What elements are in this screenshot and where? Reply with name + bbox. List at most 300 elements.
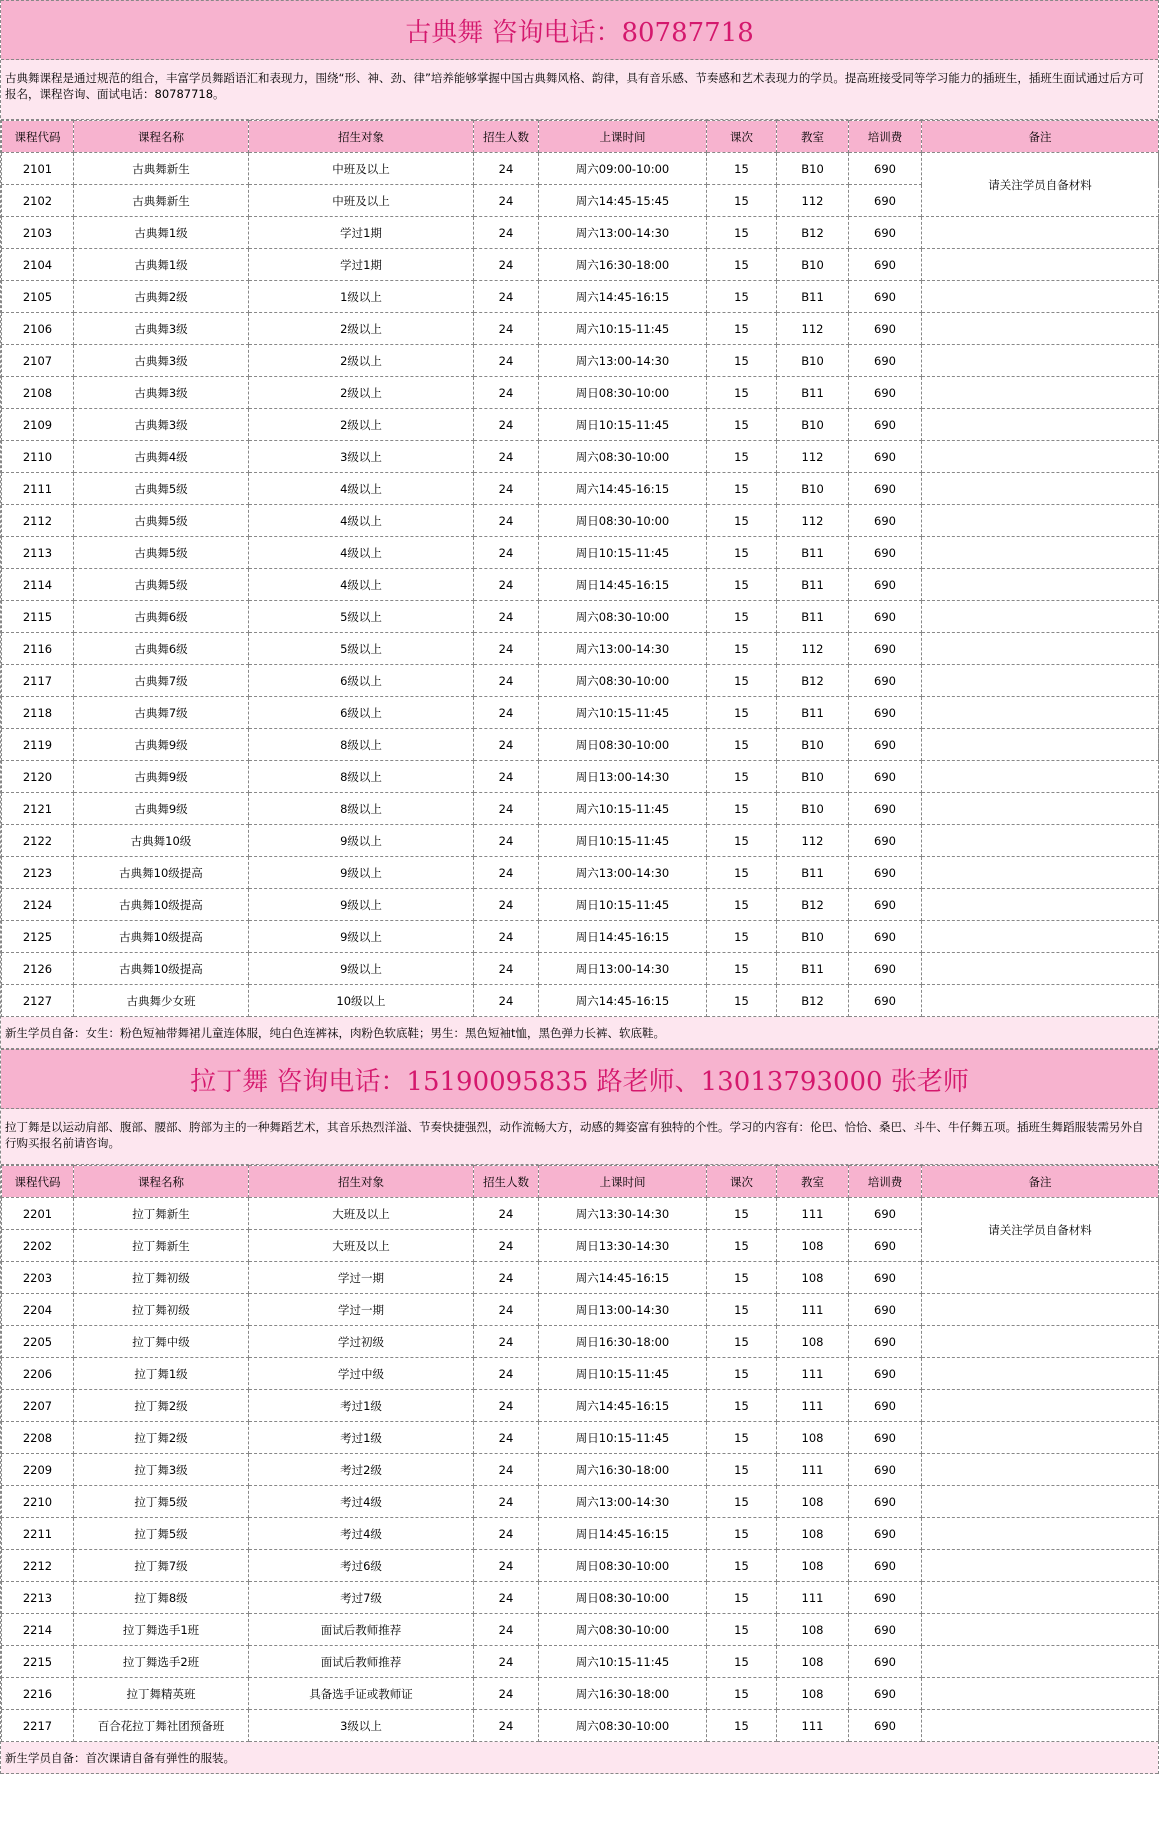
fee: 690 xyxy=(849,889,922,921)
capacity: 24 xyxy=(474,505,539,537)
target-students: 4级以上 xyxy=(249,505,474,537)
fee: 690 xyxy=(849,409,922,441)
course-name: 百合花拉丁舞社团预备班 xyxy=(74,1710,249,1742)
table-row xyxy=(2,1390,1159,1422)
sessions: 15 xyxy=(707,537,777,569)
capacity: 24 xyxy=(474,1486,539,1518)
note-cell: 请关注学员自备材料 xyxy=(922,153,1159,217)
fee: 690 xyxy=(849,1550,922,1582)
classroom: B10 xyxy=(777,249,849,281)
classroom: 112 xyxy=(777,185,849,217)
sessions: 15 xyxy=(707,1358,777,1390)
classroom: B12 xyxy=(777,217,849,249)
sessions: 15 xyxy=(707,953,777,985)
classroom: 111 xyxy=(777,1294,849,1326)
sessions: 15 xyxy=(707,313,777,345)
course-name: 古典舞10级提高 xyxy=(74,921,249,953)
fee: 690 xyxy=(849,921,922,953)
course-name: 拉丁舞2级 xyxy=(74,1390,249,1422)
course-name: 拉丁舞3级 xyxy=(74,1454,249,1486)
capacity: 24 xyxy=(474,1294,539,1326)
course-code: 2104 xyxy=(2,249,74,281)
classroom: 111 xyxy=(777,1198,849,1230)
course-name: 古典舞4级 xyxy=(74,441,249,473)
capacity: 24 xyxy=(474,1422,539,1454)
course-code: 2207 xyxy=(2,1390,74,1422)
course-code: 2201 xyxy=(2,1198,74,1230)
capacity: 24 xyxy=(474,185,539,217)
course-name: 古典舞少女班 xyxy=(74,985,249,1017)
target-students: 学过1期 xyxy=(249,249,474,281)
fee: 690 xyxy=(849,345,922,377)
latin-intro: 拉丁舞是以运动肩部、腹部、腰部、胯部为主的一种舞蹈艺术，其音乐热烈洋溢、节奏快捷强烈，动作流畅大方，动感的舞姿富有独特的个性。学习的内容有：伦巴、恰恰、桑巴、斗牛、牛仔舞五项。插班生舞蹈服装需另外自行购买报名前请咨询。 xyxy=(1,1109,1158,1165)
capacity: 24 xyxy=(474,729,539,761)
target-students: 大班及以上 xyxy=(249,1198,474,1230)
course-code: 2213 xyxy=(2,1582,74,1614)
class-time: 周六10:15-11:45 xyxy=(539,313,707,345)
classroom: B10 xyxy=(777,153,849,185)
table-row xyxy=(2,1454,1159,1486)
target-students: 9级以上 xyxy=(249,953,474,985)
class-time: 周六10:15-11:45 xyxy=(539,1646,707,1678)
target-students: 2级以上 xyxy=(249,409,474,441)
fee: 690 xyxy=(849,1262,922,1294)
target-students: 面试后教师推荐 xyxy=(249,1614,474,1646)
note-cell-empty xyxy=(922,313,1159,345)
class-time: 周日16:30-18:00 xyxy=(539,1326,707,1358)
course-name: 拉丁舞新生 xyxy=(74,1230,249,1262)
capacity: 24 xyxy=(474,1198,539,1230)
target-students: 5级以上 xyxy=(249,601,474,633)
note-cell-empty xyxy=(922,729,1159,761)
sessions: 15 xyxy=(707,665,777,697)
sessions: 15 xyxy=(707,601,777,633)
classical-banner: 古典舞 咨询电话：80787718 xyxy=(1,0,1158,60)
table-row xyxy=(2,313,1159,345)
target-students: 学过初级 xyxy=(249,1326,474,1358)
table-row xyxy=(2,1518,1159,1550)
course-code: 2119 xyxy=(2,729,74,761)
course-name: 拉丁舞选手1班 xyxy=(74,1614,249,1646)
sessions: 15 xyxy=(707,1262,777,1294)
table-row xyxy=(2,473,1159,505)
class-time: 周日14:45-16:15 xyxy=(539,921,707,953)
class-time: 周日13:00-14:30 xyxy=(539,761,707,793)
course-code: 2102 xyxy=(2,185,74,217)
note-cell-empty xyxy=(922,1358,1159,1390)
note-cell-empty xyxy=(922,1582,1159,1614)
classroom: B10 xyxy=(777,729,849,761)
table-row xyxy=(2,1486,1159,1518)
note-cell-empty xyxy=(922,1326,1159,1358)
class-time: 周日10:15-11:45 xyxy=(539,1358,707,1390)
course-code: 2112 xyxy=(2,505,74,537)
course-code: 2115 xyxy=(2,601,74,633)
header-note: 备注 xyxy=(922,1166,1159,1198)
fee: 690 xyxy=(849,217,922,249)
note-cell-empty xyxy=(922,1486,1159,1518)
sessions: 15 xyxy=(707,441,777,473)
course-name: 古典舞5级 xyxy=(74,505,249,537)
class-time: 周日10:15-11:45 xyxy=(539,1422,707,1454)
capacity: 24 xyxy=(474,537,539,569)
class-time: 周六08:30-10:00 xyxy=(539,601,707,633)
class-time: 周六08:30-10:00 xyxy=(539,1710,707,1742)
table-row xyxy=(2,1294,1159,1326)
sessions: 15 xyxy=(707,1326,777,1358)
class-time: 周日10:15-11:45 xyxy=(539,825,707,857)
capacity: 24 xyxy=(474,1646,539,1678)
sessions: 15 xyxy=(707,345,777,377)
table-row xyxy=(2,281,1159,313)
table-row xyxy=(2,761,1159,793)
note-cell-empty xyxy=(922,1294,1159,1326)
class-time: 周六10:15-11:45 xyxy=(539,697,707,729)
capacity: 24 xyxy=(474,153,539,185)
sessions: 15 xyxy=(707,249,777,281)
course-name: 拉丁舞5级 xyxy=(74,1486,249,1518)
classroom: B11 xyxy=(777,537,849,569)
table-row xyxy=(2,857,1159,889)
sessions: 15 xyxy=(707,1390,777,1422)
capacity: 24 xyxy=(474,665,539,697)
target-students: 考过2级 xyxy=(249,1454,474,1486)
fee: 690 xyxy=(849,825,922,857)
capacity: 24 xyxy=(474,985,539,1017)
sessions: 15 xyxy=(707,633,777,665)
table-row xyxy=(2,345,1159,377)
table-row xyxy=(2,729,1159,761)
course-code: 2203 xyxy=(2,1262,74,1294)
note-cell-empty xyxy=(922,793,1159,825)
target-students: 6级以上 xyxy=(249,665,474,697)
capacity: 24 xyxy=(474,1678,539,1710)
target-students: 中班及以上 xyxy=(249,153,474,185)
course-code: 2118 xyxy=(2,697,74,729)
note-cell-empty xyxy=(922,1422,1159,1454)
capacity: 24 xyxy=(474,313,539,345)
course-name: 古典舞5级 xyxy=(74,537,249,569)
sessions: 15 xyxy=(707,569,777,601)
class-time: 周日08:30-10:00 xyxy=(539,1550,707,1582)
capacity: 24 xyxy=(474,1230,539,1262)
class-time: 周日10:15-11:45 xyxy=(539,537,707,569)
table-row xyxy=(2,953,1159,985)
fee: 690 xyxy=(849,1614,922,1646)
note-cell-empty xyxy=(922,889,1159,921)
capacity: 24 xyxy=(474,697,539,729)
sessions: 15 xyxy=(707,697,777,729)
course-code: 2209 xyxy=(2,1454,74,1486)
target-students: 6级以上 xyxy=(249,697,474,729)
course-name: 古典舞2级 xyxy=(74,281,249,313)
fee: 690 xyxy=(849,793,922,825)
fee: 690 xyxy=(849,1230,922,1262)
note-cell-empty xyxy=(922,697,1159,729)
classroom: 112 xyxy=(777,825,849,857)
fee: 690 xyxy=(849,697,922,729)
target-students: 1级以上 xyxy=(249,281,474,313)
table-row xyxy=(2,1422,1159,1454)
course-name: 拉丁舞选手2班 xyxy=(74,1646,249,1678)
sessions: 15 xyxy=(707,1678,777,1710)
header-capacity: 招生人数 xyxy=(474,1166,539,1198)
capacity: 24 xyxy=(474,345,539,377)
table-row xyxy=(2,1710,1159,1742)
fee: 690 xyxy=(849,1678,922,1710)
classroom: 111 xyxy=(777,1710,849,1742)
course-name: 拉丁舞中级 xyxy=(74,1326,249,1358)
capacity: 24 xyxy=(474,1358,539,1390)
header-room: 教室 xyxy=(777,121,849,153)
fee: 690 xyxy=(849,1326,922,1358)
capacity: 24 xyxy=(474,953,539,985)
course-name: 古典舞9级 xyxy=(74,761,249,793)
class-time: 周六14:45-16:15 xyxy=(539,985,707,1017)
classical-header-row xyxy=(2,121,1159,153)
class-time: 周日13:00-14:30 xyxy=(539,953,707,985)
course-code: 2113 xyxy=(2,537,74,569)
table-row xyxy=(2,441,1159,473)
target-students: 考过7级 xyxy=(249,1582,474,1614)
classroom: 112 xyxy=(777,313,849,345)
course-code: 2111 xyxy=(2,473,74,505)
target-students: 5级以上 xyxy=(249,633,474,665)
class-time: 周日14:45-16:15 xyxy=(539,1518,707,1550)
class-time: 周六08:30-10:00 xyxy=(539,665,707,697)
note-cell-empty xyxy=(922,409,1159,441)
class-time: 周六14:45-15:45 xyxy=(539,185,707,217)
course-code: 2107 xyxy=(2,345,74,377)
sessions: 15 xyxy=(707,825,777,857)
fee: 690 xyxy=(849,1358,922,1390)
sessions: 15 xyxy=(707,793,777,825)
note-cell: 请关注学员自备材料 xyxy=(922,1198,1159,1262)
header-time: 上课时间 xyxy=(539,121,707,153)
course-code: 2110 xyxy=(2,441,74,473)
target-students: 9级以上 xyxy=(249,857,474,889)
target-students: 考过4级 xyxy=(249,1486,474,1518)
fee: 690 xyxy=(849,473,922,505)
class-time: 周六13:00-14:30 xyxy=(539,217,707,249)
course-code: 2205 xyxy=(2,1326,74,1358)
capacity: 24 xyxy=(474,217,539,249)
classroom: B12 xyxy=(777,665,849,697)
sessions: 15 xyxy=(707,409,777,441)
classroom: 108 xyxy=(777,1518,849,1550)
note-cell-empty xyxy=(922,633,1159,665)
course-name: 古典舞3级 xyxy=(74,409,249,441)
course-code: 2212 xyxy=(2,1550,74,1582)
target-students: 8级以上 xyxy=(249,729,474,761)
class-time: 周六09:00-10:00 xyxy=(539,153,707,185)
table-row xyxy=(2,921,1159,953)
sessions: 15 xyxy=(707,1422,777,1454)
sessions: 15 xyxy=(707,377,777,409)
classroom: 108 xyxy=(777,1646,849,1678)
capacity: 24 xyxy=(474,377,539,409)
target-students: 考过1级 xyxy=(249,1390,474,1422)
note-cell-empty xyxy=(922,1262,1159,1294)
course-name: 拉丁舞精英班 xyxy=(74,1678,249,1710)
course-name: 古典舞9级 xyxy=(74,729,249,761)
classroom: B11 xyxy=(777,697,849,729)
table-row xyxy=(2,825,1159,857)
note-cell-empty xyxy=(922,601,1159,633)
fee: 690 xyxy=(849,313,922,345)
class-time: 周六14:45-16:15 xyxy=(539,1262,707,1294)
sessions: 15 xyxy=(707,185,777,217)
classroom: 112 xyxy=(777,505,849,537)
course-code: 2127 xyxy=(2,985,74,1017)
class-time: 周日08:30-10:00 xyxy=(539,1582,707,1614)
course-name: 古典舞10级 xyxy=(74,825,249,857)
table-row xyxy=(2,985,1159,1017)
fee: 690 xyxy=(849,633,922,665)
course-name: 古典舞3级 xyxy=(74,313,249,345)
header-time: 上课时间 xyxy=(539,1166,707,1198)
sessions: 15 xyxy=(707,1614,777,1646)
fee: 690 xyxy=(849,505,922,537)
capacity: 24 xyxy=(474,889,539,921)
classroom: B10 xyxy=(777,921,849,953)
fee: 690 xyxy=(849,1518,922,1550)
note-cell-empty xyxy=(922,377,1159,409)
fee: 690 xyxy=(849,761,922,793)
target-students: 9级以上 xyxy=(249,825,474,857)
fee: 690 xyxy=(849,1294,922,1326)
note-cell-empty xyxy=(922,441,1159,473)
class-time: 周日10:15-11:45 xyxy=(539,409,707,441)
course-name: 拉丁舞初级 xyxy=(74,1294,249,1326)
target-students: 8级以上 xyxy=(249,793,474,825)
table-row xyxy=(2,889,1159,921)
target-students: 3级以上 xyxy=(249,1710,474,1742)
course-name: 古典舞5级 xyxy=(74,569,249,601)
note-cell-empty xyxy=(922,1454,1159,1486)
note-cell-empty xyxy=(922,345,1159,377)
course-name: 拉丁舞初级 xyxy=(74,1262,249,1294)
target-students: 学过一期 xyxy=(249,1262,474,1294)
target-students: 10级以上 xyxy=(249,985,474,1017)
fee: 690 xyxy=(849,601,922,633)
header-code: 课程代码 xyxy=(2,1166,74,1198)
course-name: 古典舞10级提高 xyxy=(74,953,249,985)
class-time: 周六14:45-16:15 xyxy=(539,1390,707,1422)
classroom: 112 xyxy=(777,441,849,473)
table-row xyxy=(2,1614,1159,1646)
target-students: 9级以上 xyxy=(249,889,474,921)
target-students: 学过1期 xyxy=(249,217,474,249)
classroom: 108 xyxy=(777,1550,849,1582)
capacity: 24 xyxy=(474,1454,539,1486)
note-cell-empty xyxy=(922,921,1159,953)
classroom: 111 xyxy=(777,1454,849,1486)
classroom: 108 xyxy=(777,1678,849,1710)
course-code: 2216 xyxy=(2,1678,74,1710)
note-cell-empty xyxy=(922,1550,1159,1582)
course-code: 2204 xyxy=(2,1294,74,1326)
classroom: B10 xyxy=(777,473,849,505)
sessions: 15 xyxy=(707,889,777,921)
course-name: 古典舞6级 xyxy=(74,633,249,665)
classroom: B11 xyxy=(777,569,849,601)
target-students: 2级以上 xyxy=(249,345,474,377)
course-code: 2215 xyxy=(2,1646,74,1678)
table-row xyxy=(2,697,1159,729)
course-name: 古典舞1级 xyxy=(74,249,249,281)
course-code: 2123 xyxy=(2,857,74,889)
target-students: 2级以上 xyxy=(249,313,474,345)
target-students: 面试后教师推荐 xyxy=(249,1646,474,1678)
sessions: 15 xyxy=(707,281,777,313)
fee: 690 xyxy=(849,377,922,409)
table-row xyxy=(2,409,1159,441)
header-target: 招生对象 xyxy=(249,121,474,153)
class-time: 周六13:00-14:30 xyxy=(539,1486,707,1518)
header-target: 招生对象 xyxy=(249,1166,474,1198)
class-time: 周六16:30-18:00 xyxy=(539,249,707,281)
sessions: 15 xyxy=(707,729,777,761)
course-code: 2117 xyxy=(2,665,74,697)
note-cell-empty xyxy=(922,1390,1159,1422)
course-code: 2210 xyxy=(2,1486,74,1518)
course-code: 2114 xyxy=(2,569,74,601)
course-name: 古典舞5级 xyxy=(74,473,249,505)
capacity: 24 xyxy=(474,249,539,281)
class-time: 周六08:30-10:00 xyxy=(539,441,707,473)
course-code: 2122 xyxy=(2,825,74,857)
fee: 690 xyxy=(849,537,922,569)
course-code: 2106 xyxy=(2,313,74,345)
sessions: 15 xyxy=(707,473,777,505)
capacity: 24 xyxy=(474,1518,539,1550)
target-students: 考过4级 xyxy=(249,1518,474,1550)
target-students: 4级以上 xyxy=(249,569,474,601)
course-code: 2108 xyxy=(2,377,74,409)
fee: 690 xyxy=(849,985,922,1017)
target-students: 3级以上 xyxy=(249,441,474,473)
classroom: 108 xyxy=(777,1230,849,1262)
sessions: 15 xyxy=(707,1486,777,1518)
course-name: 古典舞新生 xyxy=(74,185,249,217)
note-cell-empty xyxy=(922,953,1159,985)
note-cell-empty xyxy=(922,505,1159,537)
course-name: 拉丁舞7级 xyxy=(74,1550,249,1582)
course-name: 古典舞3级 xyxy=(74,345,249,377)
sessions: 15 xyxy=(707,1582,777,1614)
classroom: B10 xyxy=(777,761,849,793)
latin-banner: 拉丁舞 咨询电话：15190095835 路老师、13013793000 张老师 xyxy=(1,1049,1158,1109)
classroom: B12 xyxy=(777,889,849,921)
header-sessions: 课次 xyxy=(707,1166,777,1198)
course-code: 2208 xyxy=(2,1422,74,1454)
header-fee: 培训费 xyxy=(849,121,922,153)
classroom: 108 xyxy=(777,1614,849,1646)
class-time: 周六13:00-14:30 xyxy=(539,857,707,889)
sessions: 15 xyxy=(707,1646,777,1678)
classroom: B11 xyxy=(777,281,849,313)
course-code: 2103 xyxy=(2,217,74,249)
header-sessions: 课次 xyxy=(707,121,777,153)
classroom: 111 xyxy=(777,1358,849,1390)
target-students: 考过6级 xyxy=(249,1550,474,1582)
capacity: 24 xyxy=(474,921,539,953)
table-row xyxy=(2,1646,1159,1678)
latin-table-body xyxy=(2,1198,1159,1742)
target-students: 8级以上 xyxy=(249,761,474,793)
course-code: 2125 xyxy=(2,921,74,953)
